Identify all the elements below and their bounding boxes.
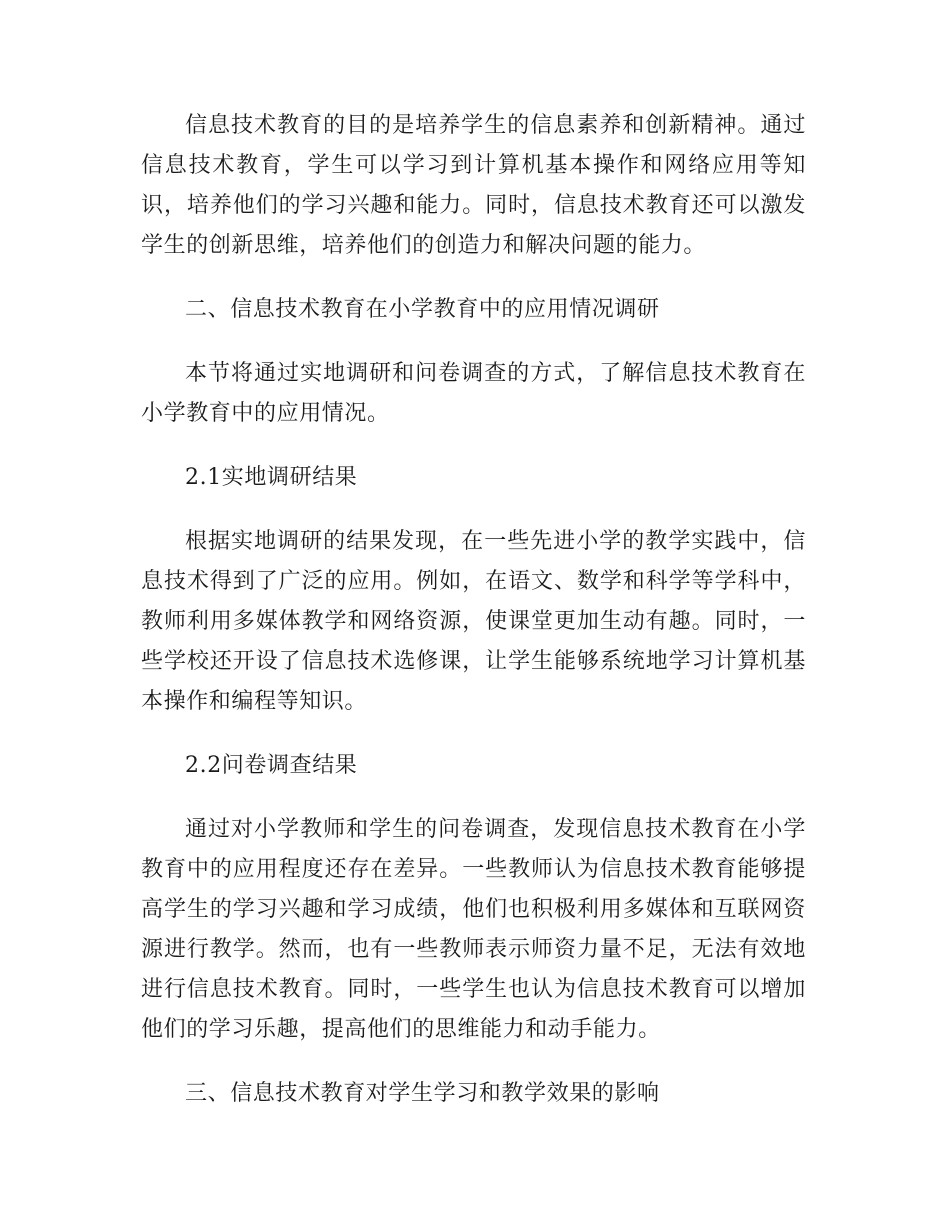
document-page xyxy=(141,106,806,1138)
paragraph-survey-intro: 本节将通过实地调研和问卷调查的方式，了解信息技术教育在小学教育中的应用情况。 xyxy=(141,361,806,426)
paragraph-field-research: 根据实地调研的结果发现，在一些先进小学的教学实践中，信息技术得到了广泛的应用。例如，在语文、数学和科学等学科中，教师利用多媒体教学和网络资源，使课堂更加生动有趣。同时，一些学校还开设了信息技术选修课，让学生能够系统地学习计算机基本操作和编程等知识。 xyxy=(141,529,806,714)
subsection-heading-questionnaire: 2.2问卷调查结果 xyxy=(185,753,358,778)
section-heading-survey: 二、信息技术教育在小学教育中的应用情况调研 xyxy=(185,297,660,322)
section-heading-impact: 三、信息技术教育对学生学习和教学效果的影响 xyxy=(185,1081,660,1106)
subsection-heading-field-research: 2.1实地调研结果 xyxy=(185,465,358,490)
paragraph-questionnaire: 通过对小学教师和学生的问卷调查，发现信息技术教育在小学教育中的应用程度还存在差异。一些教师认为信息技术教育能够提高学生的学习兴趣和学习成绩，他们也积极利用多媒体和互联网资源进行教学。然而，也有一些教师表示师资力量不足，无法有效地进行信息技术教育。同时，一些学生也认为信息技术教育可以增加他们的学习乐趣，提高他们的思维能力和动手能力。 xyxy=(141,817,806,1042)
paragraph-purpose: 信息技术教育的目的是培养学生的信息素养和创新精神。通过信息技术教育，学生可以学习到计算机基本操作和网络应用等知识，培养他们的学习兴趣和能力。同时，信息技术教育还可以激发学生的创新思维，培养他们的创造力和解决问题的能力。 xyxy=(141,113,806,258)
